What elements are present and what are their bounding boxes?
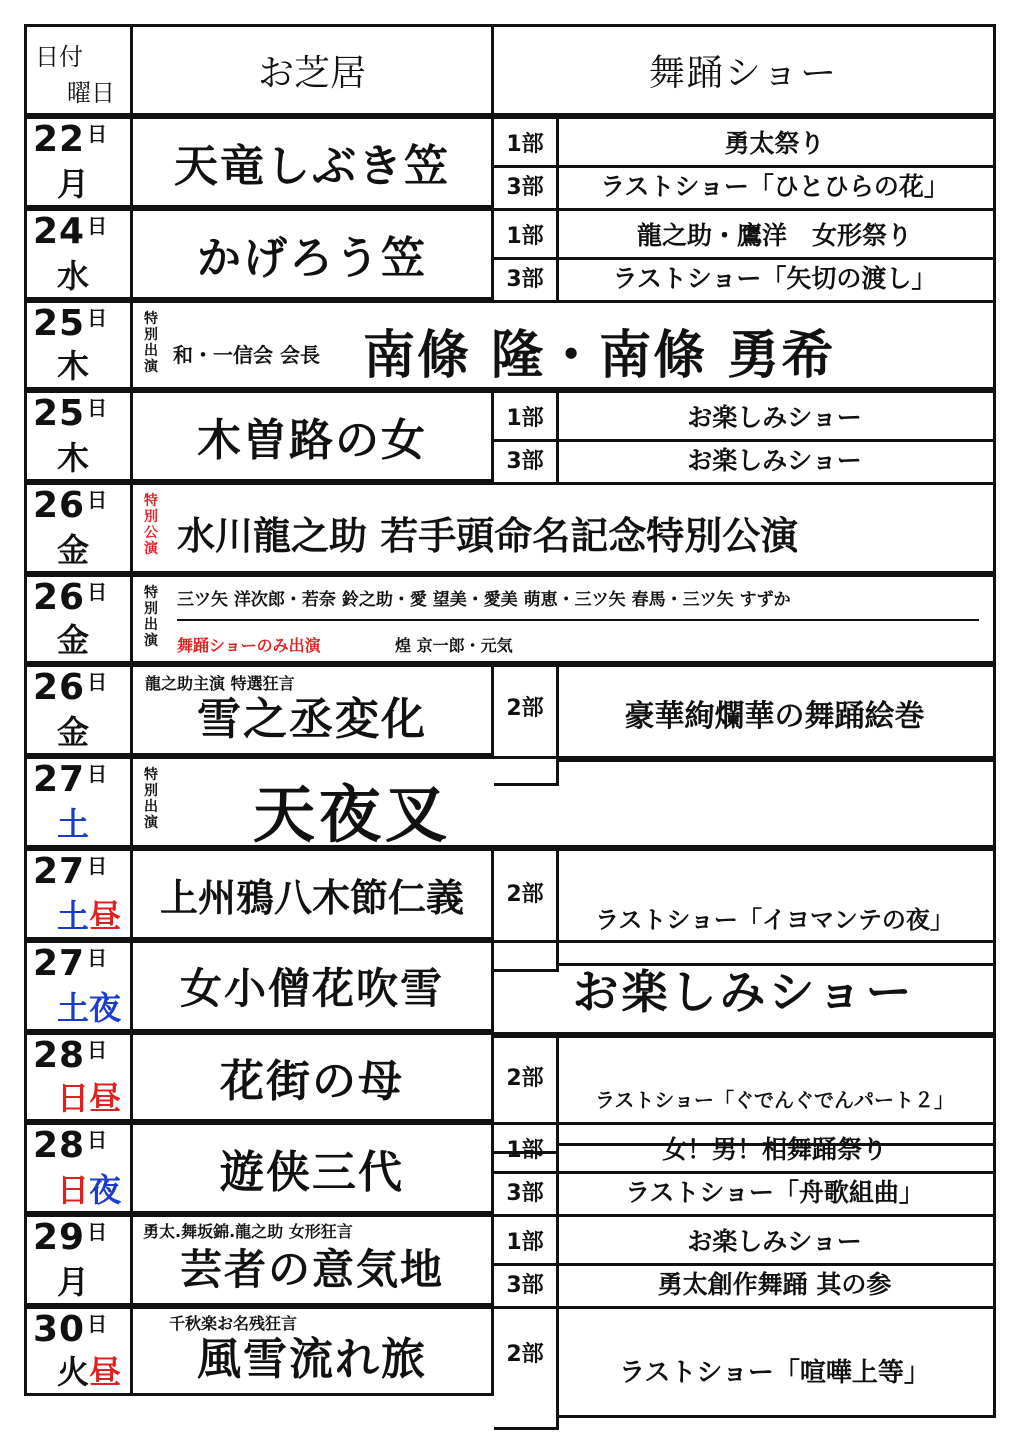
guest-list: 三ツ矢 洋次郎・若奈 鈴之助・愛 望美・愛美 萌恵・三ツ矢 春馬・三ツ矢 すずか [177, 590, 791, 610]
day-number: 27 $^日$ [33, 851, 109, 892]
date-cell [24, 1214, 130, 1306]
show-label: 舞踊ショー [648, 52, 839, 94]
special-appearance-label: 特 別 出 演 [144, 585, 158, 649]
play-title: 天竜しぶき笠 [174, 141, 450, 192]
guest-cell [130, 300, 996, 390]
header-date-cell [24, 24, 130, 116]
part-label: 1部 [494, 390, 559, 442]
date-cell [24, 848, 130, 940]
play-title: 遊侠三代 [220, 1147, 404, 1198]
show-title: ラストショー「イヨマンテの夜」 [556, 848, 996, 966]
divider [177, 619, 979, 621]
part-label: 2部 [494, 1306, 559, 1430]
schedule-row [24, 482, 996, 574]
date-cell [24, 300, 130, 390]
dance-only-note: 舞踊ショーのみ出演 [177, 636, 321, 655]
play-title: 女小僧花吹雪 [179, 964, 444, 1013]
date-cell [24, 208, 130, 300]
part-label: 3部 [494, 436, 559, 485]
day-number: 22 $^日$ [33, 119, 109, 160]
header-show-cell [494, 24, 996, 116]
schedule-row [24, 300, 996, 390]
weekday: 金 [57, 713, 90, 751]
weekday: 土夜 [57, 989, 122, 1027]
play-title: かげろう笠 [197, 233, 427, 284]
weekday: 木 [57, 439, 90, 477]
play-label: お芝居 [257, 52, 366, 94]
play-note: 勇太.舞坂錦.龍之助 女形狂言 [143, 1222, 353, 1241]
date-cell [24, 664, 130, 756]
date-cell [24, 756, 130, 848]
play-title-cell [130, 390, 494, 482]
date-cell [24, 1032, 130, 1122]
weekday: 土 [57, 805, 90, 843]
part-label: 3部 [494, 254, 559, 303]
schedule-row [24, 664, 996, 756]
part-label: 2部 [494, 664, 559, 786]
guest-names: 南條 隆・南條 勇希 [363, 326, 836, 386]
day-number: 26 $^日$ [33, 667, 109, 708]
show-title: ラストショー「喧嘩上等」 [556, 1306, 996, 1418]
play-title: 雪之丞変化 [197, 694, 427, 745]
schedule-table [24, 24, 996, 1396]
weekday: 土昼 [57, 897, 122, 935]
schedule-row [24, 390, 996, 482]
show-title: お楽しみショー [494, 940, 996, 1038]
date-cell [24, 1122, 130, 1214]
date-cell [24, 574, 130, 664]
day-number: 26 $^日$ [33, 485, 109, 526]
part-label: 1部 [494, 116, 559, 168]
part-label: 3部 [494, 1260, 559, 1309]
header-play-cell [130, 24, 494, 116]
weekday: 日昼 [57, 1079, 122, 1117]
schedule-row [24, 208, 996, 300]
part-label: 3部 [494, 1168, 559, 1217]
schedule-row [24, 1214, 996, 1306]
date-cell [24, 390, 130, 482]
date-cell [24, 482, 130, 574]
show-title: お楽しみショー [556, 436, 996, 485]
play-title: 花街の母 [220, 1056, 404, 1107]
special-performance-cell [130, 482, 996, 574]
guest-group: 天夜叉 [253, 778, 452, 848]
play-title-cell [130, 1032, 494, 1122]
day-number: 28 $^日$ [33, 1125, 109, 1166]
date-label: 日付 [35, 43, 83, 71]
show-title: ラストショー「舟歌組曲」 [556, 1168, 996, 1217]
play-title-cell [130, 1306, 494, 1396]
play-note: 龍之助主演 特選狂言 [145, 674, 295, 693]
guest-cell [130, 574, 996, 664]
play-title-cell [130, 116, 494, 208]
schedule-row [24, 116, 996, 208]
play-title-cell [130, 940, 494, 1032]
part-label: 2部 [494, 848, 559, 972]
show-title: 豪華絢爛華の舞踊絵巻 [556, 664, 996, 762]
part-label: 3部 [494, 162, 559, 211]
schedule-row [24, 1122, 996, 1214]
day-number: 25 $^日$ [33, 393, 109, 434]
day-number: 28 $^日$ [33, 1035, 109, 1076]
weekday: 金 [57, 621, 90, 659]
date-cell [24, 1306, 130, 1396]
schedule-row [24, 756, 996, 848]
special-appearance-label: 特 別 出 演 [144, 311, 158, 375]
day-number: 25 $^日$ [33, 303, 109, 344]
date-cell [24, 940, 130, 1032]
play-title-cell [130, 1122, 494, 1214]
guest-prefix: 和・一信会 会長 [173, 343, 320, 367]
guest-cell [130, 756, 996, 848]
play-title-cell [130, 208, 494, 300]
play-title: 木曽路の女 [197, 415, 427, 466]
special-performance-label: 特 別 公 演 [144, 493, 158, 557]
day-number: 29 $^日$ [33, 1217, 109, 1258]
special-appearance-label: 特 別 出 演 [144, 767, 158, 831]
weekday: 火昼 [57, 1353, 122, 1391]
header-row [24, 24, 996, 116]
play-title: 芸者の意気地 [179, 1245, 444, 1294]
weekday: 月 [57, 1263, 90, 1301]
day-number: 26 $^日$ [33, 577, 109, 618]
day-number: 27 $^日$ [33, 759, 109, 800]
date-cell [24, 116, 130, 208]
show-title: 龍之助・鷹洋 女形祭り [556, 208, 996, 260]
part-label: 2部 [494, 1032, 559, 1154]
show-title: ラストショー「ぐでんぐでんパート２」 [556, 1032, 996, 1146]
show-title: ラストショー「矢切の渡し」 [556, 254, 996, 303]
show-title: お楽しみショー [556, 390, 996, 442]
show-title: 女！男！相舞踊祭り [556, 1122, 996, 1174]
part-label: 1部 [494, 1214, 559, 1266]
schedule-row [24, 574, 996, 664]
schedule-row [24, 1306, 996, 1396]
weekday: 金 [57, 531, 90, 569]
weekday: 日夜 [57, 1171, 122, 1209]
part-label: 1部 [494, 1122, 559, 1174]
show-title: 勇太創作舞踊 其の参 [556, 1260, 996, 1309]
day-number: 27 $^日$ [33, 943, 109, 984]
weekday: 水 [57, 257, 90, 295]
dance-only-guests: 煌 京一郎・元気 [395, 636, 513, 655]
day-number: 30 $^日$ [33, 1309, 109, 1350]
play-note: 千秋楽お名残狂言 [169, 1314, 298, 1333]
play-title: 上州鴉八木節仁義 [159, 875, 464, 920]
part-label: 1部 [494, 208, 559, 260]
weekday: 月 [57, 165, 90, 203]
day-number: 24 $^日$ [33, 211, 109, 252]
play-title: 風雪流れ旅 [197, 1334, 427, 1385]
show-title: お楽しみショー [556, 1214, 996, 1266]
weekday: 木 [57, 347, 90, 385]
play-title-cell [130, 1214, 494, 1306]
schedule-row [24, 848, 996, 940]
play-title-cell [130, 664, 494, 756]
show-title: ラストショー「ひとひらの花」 [556, 162, 996, 211]
show-title: 勇太祭り [556, 116, 996, 168]
play-title-cell [130, 848, 494, 940]
weekday-label: 曜日 [67, 79, 115, 107]
schedule-row [24, 1032, 996, 1122]
schedule-row [24, 940, 996, 1032]
special-performance-title: 水川龍之助 若手頭命名記念特別公演 [177, 514, 799, 558]
